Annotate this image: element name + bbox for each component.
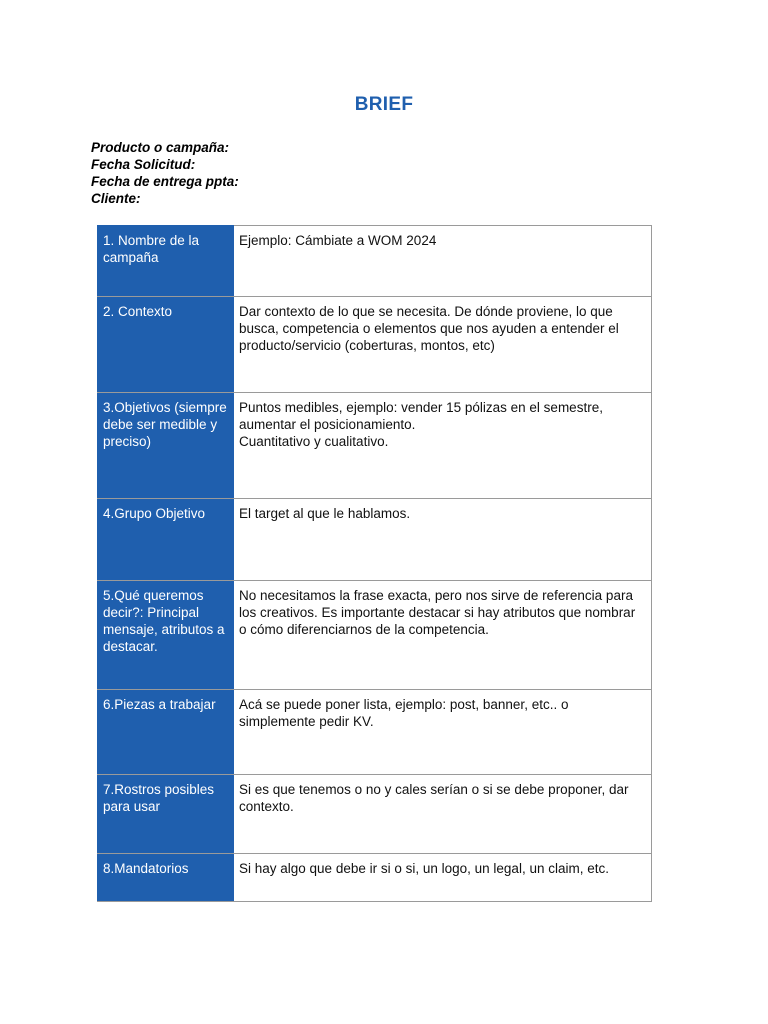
- meta-fecha-entrega: Fecha de entrega ppta:: [91, 174, 239, 189]
- row-value: [234, 226, 652, 297]
- brief-meta-fields: [91, 139, 239, 207]
- row-label: 3.Objetivos (siempre debe ser medible y preciso): [98, 393, 234, 499]
- document-title: BRIEF: [354, 94, 414, 115]
- value-line: Si hay algo que debe ir si o si, un logo, un legal, un claim, etc.: [239, 861, 609, 876]
- brief-row-mandatorios: [98, 854, 652, 902]
- value-line: Acá se puede poner lista, ejemplo: post, banner, etc.. o simplemente pedir KV.: [239, 697, 569, 729]
- brief-row-contexto: [98, 297, 652, 393]
- brief-table: [97, 225, 652, 902]
- row-value: [234, 690, 652, 775]
- row-value: [234, 581, 652, 690]
- value-line: Puntos medibles, ejemplo: vender 15 pólizas en el semestre, aumentar el posicionamiento.: [239, 400, 603, 432]
- row-value: [234, 297, 652, 393]
- row-value: [234, 775, 652, 854]
- row-value: [234, 393, 652, 499]
- brief-row-que-queremos-decir: [98, 581, 652, 690]
- value-line: Ejemplo: Cámbiate a WOM 2024: [239, 233, 437, 248]
- value-line: Dar contexto de lo que se necesita. De dónde proviene, lo que busca, competencia o elementos que nos ayuden a entender el producto/servicio (coberturas, montos, etc): [239, 304, 619, 353]
- value-line: Si es que tenemos o no y cales serían o si se debe proponer, dar contexto.: [239, 782, 629, 814]
- meta-cliente: Cliente:: [91, 191, 141, 206]
- value-line: Cuantitativo y cualitativo.: [239, 434, 389, 449]
- brief-row-grupo-objetivo: [98, 499, 652, 581]
- row-label: 7.Rostros posibles para usar: [98, 775, 234, 854]
- row-label: 2. Contexto: [98, 297, 234, 393]
- row-label: 1. Nombre de la campaña: [98, 226, 234, 297]
- meta-producto-campana: Producto o campaña:: [91, 140, 230, 155]
- value-line: No necesitamos la frase exacta, pero nos sirve de referencia para los creativos. Es importante destacar si hay atributos que nombrar o cómo diferenciarnos de la competencia.: [239, 588, 636, 637]
- brief-row-objetivos: [98, 393, 652, 499]
- row-value: [234, 499, 652, 581]
- row-label: 8.Mandatorios: [98, 854, 234, 902]
- row-label: 5.Qué queremos decir?: Principal mensaje, atributos a destacar.: [98, 581, 234, 690]
- brief-row-rostros: [98, 775, 652, 854]
- value-line: El target al que le hablamos.: [239, 506, 411, 521]
- brief-row-nombre: [98, 226, 652, 297]
- row-label: 4.Grupo Objetivo: [98, 499, 234, 581]
- row-label: 6.Piezas a trabajar: [98, 690, 234, 775]
- meta-fecha-solicitud: Fecha Solicitud:: [91, 157, 196, 172]
- brief-row-piezas: [98, 690, 652, 775]
- row-value: [234, 854, 652, 902]
